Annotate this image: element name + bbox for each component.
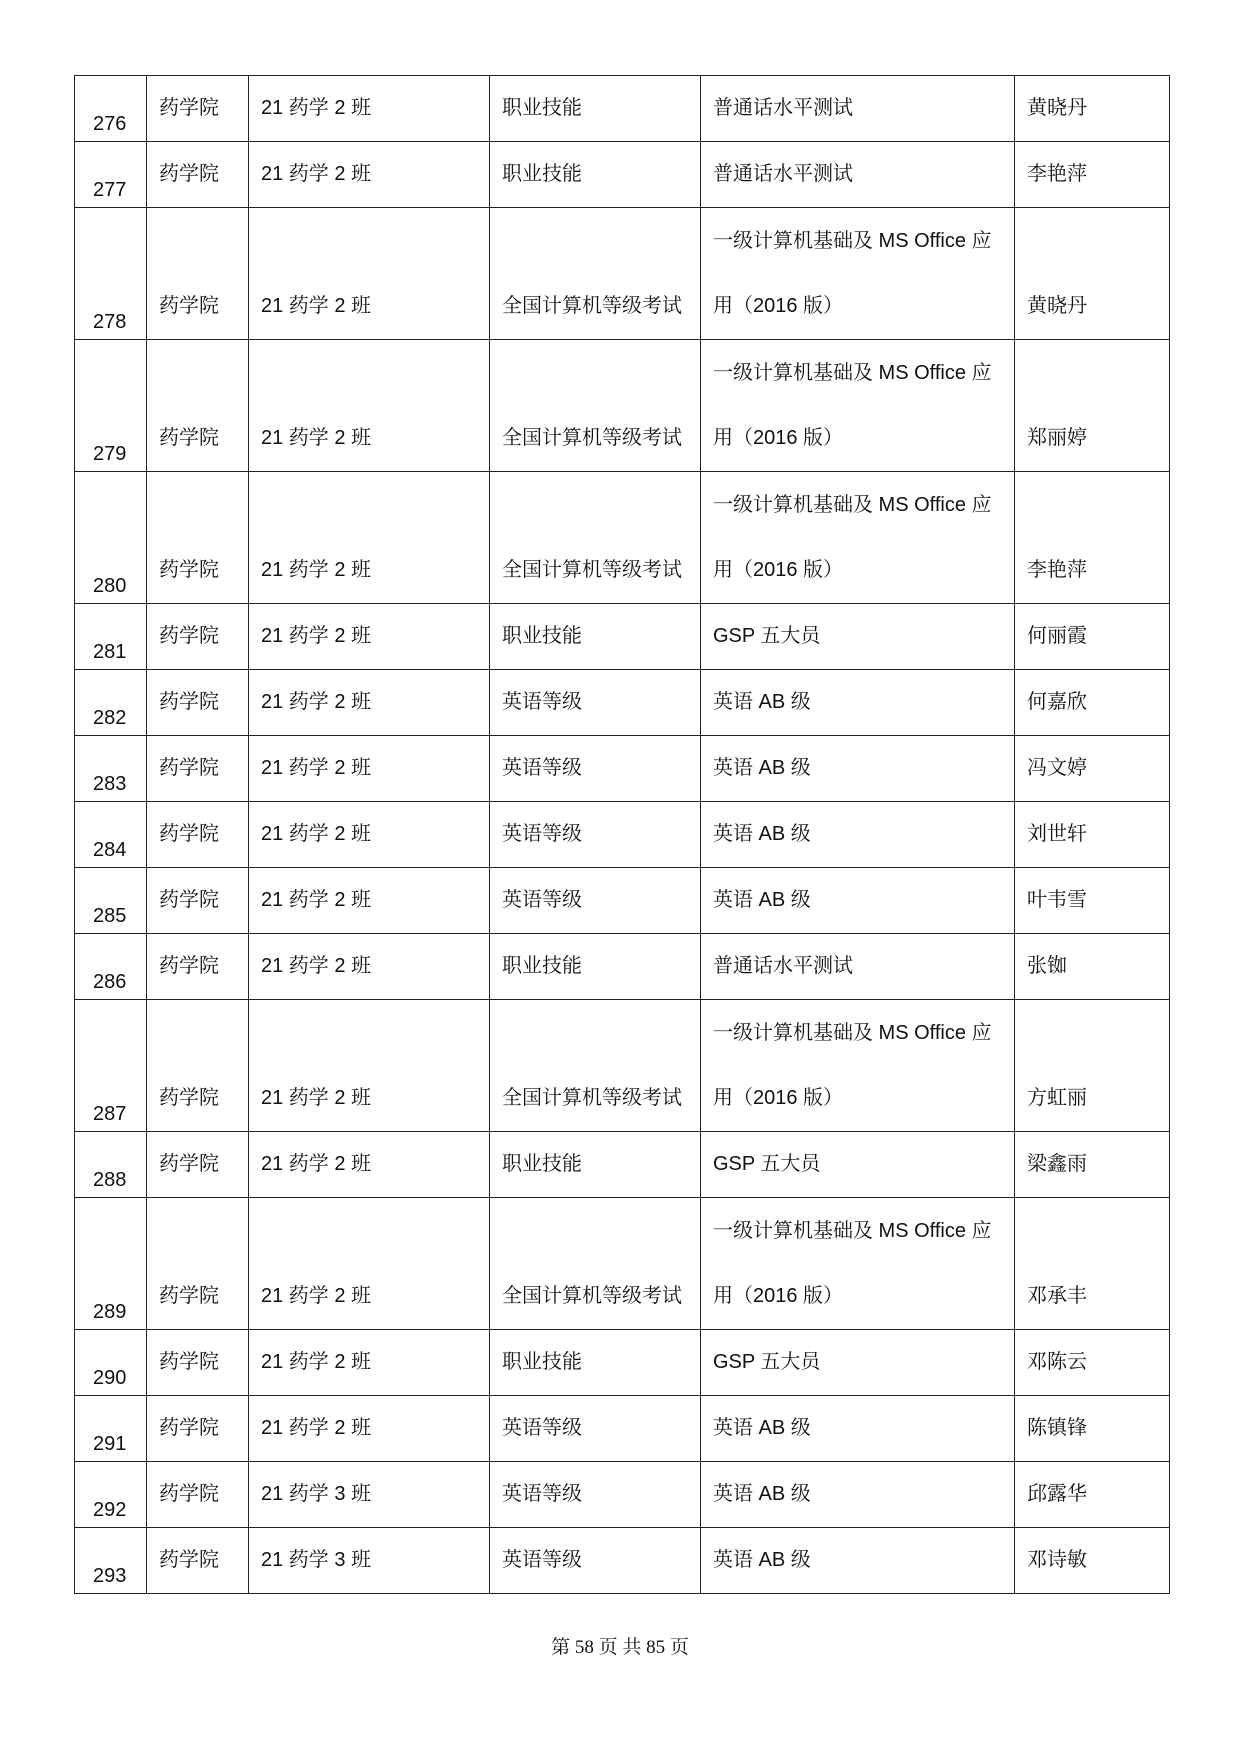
category-cell: 职业技能 [490,1330,701,1396]
row-number: 291 [75,1396,147,1462]
course-cell [701,76,1015,142]
course-line: 英语 AB 级 [713,1549,811,1571]
table-row [75,340,1170,472]
row-number: 290 [75,1330,147,1396]
course-cell [701,736,1015,802]
page-footer: 第 58 页 共 85 页 [551,1637,689,1658]
college-cell: 药学院 [147,802,249,868]
course-line: 用（2016 版） [713,559,844,581]
category-cell: 全国计算机等级考试 [490,1000,701,1132]
category-cell: 全国计算机等级考试 [490,472,701,604]
college-cell: 药学院 [147,736,249,802]
course-cell [701,142,1015,208]
course-cell [701,802,1015,868]
college-cell: 药学院 [147,1462,249,1528]
college-cell: 药学院 [147,1198,249,1330]
class-cell: 21 药学 3 班 [249,1462,490,1528]
class-cell: 21 药学 2 班 [249,604,490,670]
course-cell [701,1132,1015,1198]
class-cell: 21 药学 2 班 [249,1198,490,1330]
course-line: 一级计算机基础及 MS Office 应 [713,230,992,252]
category-cell: 英语等级 [490,670,701,736]
class-cell: 21 药学 2 班 [249,340,490,472]
student-name-cell: 冯文婷 [1015,736,1170,802]
student-name-cell: 陈镇锋 [1015,1396,1170,1462]
college-cell: 药学院 [147,208,249,340]
course-line: 一级计算机基础及 MS Office 应 [713,1022,992,1044]
course-cell [701,1396,1015,1462]
college-cell: 药学院 [147,1330,249,1396]
table-row [75,1462,1170,1528]
student-name-cell: 何嘉欣 [1015,670,1170,736]
row-number: 289 [75,1198,147,1330]
category-cell: 职业技能 [490,76,701,142]
class-cell: 21 药学 2 班 [249,1000,490,1132]
course-line: 一级计算机基础及 MS Office 应 [713,362,992,384]
course-cell [701,604,1015,670]
class-cell: 21 药学 2 班 [249,1132,490,1198]
class-cell: 21 药学 2 班 [249,934,490,1000]
row-number: 292 [75,1462,147,1528]
course-line: 用（2016 版） [713,1285,844,1307]
row-number: 293 [75,1528,147,1594]
course-line: 英语 AB 级 [713,691,811,713]
course-line: GSP 五大员 [713,1351,821,1373]
college-cell: 药学院 [147,868,249,934]
class-cell: 21 药学 2 班 [249,736,490,802]
table-row [75,934,1170,1000]
class-cell: 21 药学 3 班 [249,1528,490,1594]
table-row [75,142,1170,208]
row-number: 276 [75,76,147,142]
course-line: 英语 AB 级 [713,823,811,845]
college-cell: 药学院 [147,142,249,208]
course-line: 用（2016 版） [713,1087,844,1109]
student-name-cell: 李艳萍 [1015,142,1170,208]
table-row [75,868,1170,934]
category-cell: 职业技能 [490,604,701,670]
college-cell: 药学院 [147,76,249,142]
course-line: 一级计算机基础及 MS Office 应 [713,494,992,516]
course-cell [701,868,1015,934]
course-line: 英语 AB 级 [713,1417,811,1439]
course-line: 英语 AB 级 [713,889,811,911]
table-row [75,1330,1170,1396]
row-number: 285 [75,868,147,934]
category-cell: 全国计算机等级考试 [490,208,701,340]
college-cell: 药学院 [147,1132,249,1198]
row-number: 288 [75,1132,147,1198]
student-name-cell: 邓诗敏 [1015,1528,1170,1594]
row-number: 283 [75,736,147,802]
row-number: 279 [75,340,147,472]
category-cell: 全国计算机等级考试 [490,340,701,472]
table-row [75,1000,1170,1132]
category-cell: 职业技能 [490,142,701,208]
student-name-cell: 黄晓丹 [1015,76,1170,142]
student-name-cell: 李艳萍 [1015,472,1170,604]
college-cell: 药学院 [147,1396,249,1462]
row-number: 284 [75,802,147,868]
row-number: 281 [75,604,147,670]
category-cell: 英语等级 [490,1528,701,1594]
course-cell [701,472,1015,604]
student-name-cell: 叶韦雪 [1015,868,1170,934]
student-name-cell: 张铷 [1015,934,1170,1000]
course-cell [701,670,1015,736]
course-cell [701,1198,1015,1330]
college-cell: 药学院 [147,1000,249,1132]
class-cell: 21 药学 2 班 [249,1396,490,1462]
course-cell [701,934,1015,1000]
course-line: GSP 五大员 [713,625,821,647]
table-row [75,802,1170,868]
course-cell [701,1462,1015,1528]
table-row [75,208,1170,340]
college-cell: 药学院 [147,604,249,670]
data-table [74,75,1170,1594]
college-cell: 药学院 [147,670,249,736]
table-row [75,670,1170,736]
row-number: 282 [75,670,147,736]
student-name-cell: 邓陈云 [1015,1330,1170,1396]
course-line: 普通话水平测试 [713,955,853,977]
student-name-cell: 何丽霞 [1015,604,1170,670]
row-number: 278 [75,208,147,340]
row-number: 280 [75,472,147,604]
table-row [75,472,1170,604]
course-line: 一级计算机基础及 MS Office 应 [713,1220,992,1242]
class-cell: 21 药学 2 班 [249,472,490,604]
student-name-cell: 邓承丰 [1015,1198,1170,1330]
class-cell: 21 药学 2 班 [249,868,490,934]
table-row [75,1396,1170,1462]
course-line: 普通话水平测试 [713,163,853,185]
college-cell: 药学院 [147,340,249,472]
college-cell: 药学院 [147,1528,249,1594]
college-cell: 药学院 [147,934,249,1000]
category-cell: 职业技能 [490,934,701,1000]
row-number: 286 [75,934,147,1000]
table-row [75,736,1170,802]
class-cell: 21 药学 2 班 [249,1330,490,1396]
course-line: 普通话水平测试 [713,97,853,119]
course-cell [701,208,1015,340]
course-line: 英语 AB 级 [713,757,811,779]
course-line: 用（2016 版） [713,295,844,317]
course-cell [701,1000,1015,1132]
course-line: 用（2016 版） [713,427,844,449]
class-cell: 21 药学 2 班 [249,208,490,340]
student-name-cell: 郑丽婷 [1015,340,1170,472]
course-cell [701,1330,1015,1396]
row-number: 287 [75,1000,147,1132]
table-row [75,1132,1170,1198]
class-cell: 21 药学 2 班 [249,142,490,208]
student-name-cell: 方虹丽 [1015,1000,1170,1132]
college-cell: 药学院 [147,472,249,604]
course-line: 英语 AB 级 [713,1483,811,1505]
student-name-cell: 邱露华 [1015,1462,1170,1528]
student-name-cell: 梁鑫雨 [1015,1132,1170,1198]
table-row [75,1528,1170,1594]
category-cell: 英语等级 [490,802,701,868]
category-cell: 全国计算机等级考试 [490,1198,701,1330]
class-cell: 21 药学 2 班 [249,670,490,736]
category-cell: 英语等级 [490,1396,701,1462]
category-cell: 英语等级 [490,868,701,934]
student-name-cell: 黄晓丹 [1015,208,1170,340]
class-cell: 21 药学 2 班 [249,802,490,868]
course-cell [701,1528,1015,1594]
student-name-cell: 刘世轩 [1015,802,1170,868]
table-row [75,76,1170,142]
table-row [75,1198,1170,1330]
table-row [75,604,1170,670]
row-number: 277 [75,142,147,208]
category-cell: 英语等级 [490,736,701,802]
course-line: GSP 五大员 [713,1153,821,1175]
class-cell: 21 药学 2 班 [249,76,490,142]
course-cell [701,340,1015,472]
category-cell: 职业技能 [490,1132,701,1198]
category-cell: 英语等级 [490,1462,701,1528]
